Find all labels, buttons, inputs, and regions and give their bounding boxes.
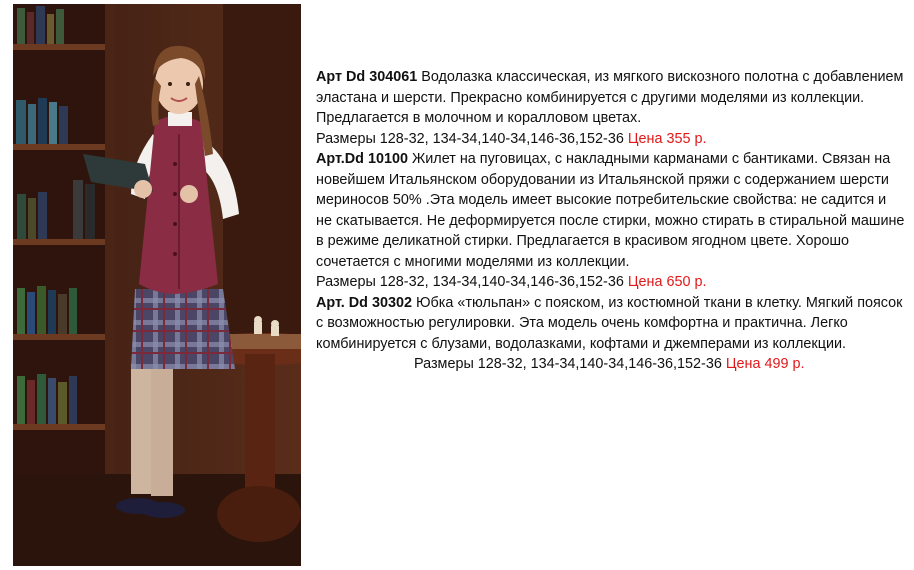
product-description: Водолазка классическая, из мягкого вискозного полотна с добавлением эластана и шерсти. Прекрасно комбинируется с другими моделями из коллекции. Предлагается в молочном и коралловом цветах.: [316, 69, 904, 126]
article-number: Арт Dd 304061: [316, 69, 418, 85]
article-number: Арт. Dd 30302: [316, 294, 412, 311]
product-description: Жилет на пуговицах, с накладными карманами с бантиками. Связан на новейшем Итальянском оборудовании из Итальянской пряжи с содержанием шерсти мериносов 50% .Эта модель имеет высокие потребительские свойства: не садится и не скатывается. Не деформируется после стирки, можно стирать в стиральной машине в режиме деликатной стирки. Предлагается в красивом ягодном цвете. Хорошо сочетается с многими моделями из коллекции.: [316, 151, 905, 270]
sizes: Размеры 128-32, 134-34,140-34,146-36,152-36: [316, 130, 624, 147]
sizes: Размеры 128-32, 134-34,140-34,146-36,152-36: [316, 274, 624, 290]
price: Цена 499 р.: [725, 356, 805, 372]
product-descriptions: [316, 67, 906, 375]
article-number: Арт.Dd 10100: [316, 151, 408, 167]
product-sizes-line: [316, 354, 906, 375]
product-entry: [316, 293, 906, 355]
price: Цена 355 р.: [627, 130, 707, 147]
sizes: Размеры 128-32, 134-34,140-34,146-36,152-36: [414, 356, 722, 372]
product-photo: [13, 4, 301, 566]
product-description: Юбка «тюльпан» с пояском, из костюмной ткани в клетку. Мягкий поясок с возможностью регулировки. Эта модель очень комфортна и практична. Легко комбинируется с блузами, водолазками, кофтами и джемперами из коллекции.: [316, 294, 903, 352]
product-entry: [316, 67, 906, 149]
product-entry: [316, 149, 906, 293]
girl-in-school-uniform-illustration: [13, 4, 301, 566]
price: Цена 650 р.: [627, 274, 707, 290]
